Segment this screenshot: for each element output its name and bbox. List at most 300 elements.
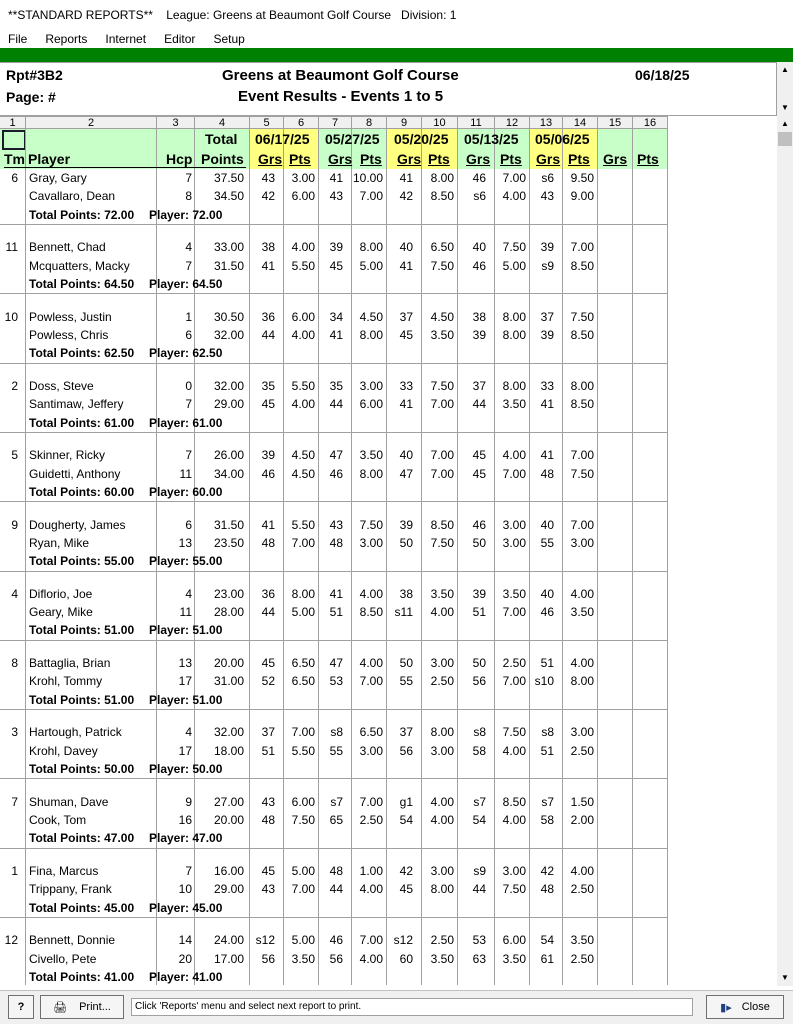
event-points: 3.50 [570,605,594,620]
event-points: 8.50 [430,189,454,204]
player-name[interactable]: Powless, Justin [29,309,112,324]
event-points: 7.50 [502,882,526,897]
event-points: 5.00 [502,258,526,273]
event-points: 5.00 [291,933,315,948]
event-points: 3.00 [570,725,594,740]
event-points: 6.00 [291,794,315,809]
event-points: 8.50 [570,327,594,342]
event-gross: 58 [472,743,486,758]
event-gross: 45 [472,448,486,463]
event-gross: 46 [329,466,343,481]
event-points: 4.50 [291,466,315,481]
player-hcp: 4 [185,586,192,601]
event-points: 4.00 [430,605,454,620]
event-gross: 41 [399,397,413,412]
header-date: 05/13/25 [464,131,519,147]
menu-setup[interactable]: Setup [213,32,245,46]
event-points: 3.00 [430,743,454,758]
event-gross: 46 [472,258,486,273]
event-points: 5.50 [291,517,315,532]
player-total: Player: 61.00 [149,415,223,430]
status-message: Click 'Reports' menu and select next report to print. [131,998,693,1016]
team-total: Total Points: 55.00 [29,554,135,569]
event-points: 6.00 [502,933,526,948]
header-tm: Tm [4,151,25,167]
column-number-1[interactable]: 1 [0,116,26,129]
player-name[interactable]: Geary, Mike [29,605,93,620]
team-number: 11 [5,240,18,255]
event-gross: 37 [399,725,413,740]
team-divider [0,224,668,225]
report-id: Rpt#3B2 [6,67,63,83]
event-points: 8.00 [502,309,526,324]
selected-cell[interactable] [2,130,26,150]
event-points: 2.50 [570,743,594,758]
event-gross: 41 [329,586,343,601]
player-name[interactable]: Shuman, Dave [29,794,109,809]
player-name[interactable]: Krohl, Davey [29,743,98,758]
team-total: Total Points: 51.00 [29,692,135,707]
player-hcp: 20 [178,951,192,966]
grid-vline [318,129,319,985]
player-total: Player: 51.00 [149,692,223,707]
scroll-down-icon[interactable]: ▼ [781,103,789,112]
player-name[interactable]: Battaglia, Brian [29,656,111,671]
event-gross: 33 [399,378,413,393]
header-pts: Pts [360,151,382,167]
header-pts: Pts [289,151,311,167]
column-number-6[interactable]: 6 [284,116,319,129]
player-total: Player: 45.00 [149,900,223,915]
player-name[interactable]: Doss, Steve [29,378,94,393]
scroll-thumb[interactable] [778,132,792,146]
player-points: 27.00 [213,794,244,809]
event-gross: 51 [329,605,343,620]
event-points: 3.00 [430,656,454,671]
column-number-10[interactable]: 10 [422,116,458,129]
event-points: 8.00 [570,674,594,689]
event-gross: 40 [399,240,413,255]
event-gross: 35 [329,378,343,393]
event-points: 7.00 [502,674,526,689]
event-points: 7.00 [430,397,454,412]
player-total: Player: 55.00 [149,554,223,569]
event-points: 3.50 [502,397,526,412]
player-hcp: 7 [185,171,192,185]
event-gross: 48 [261,813,275,827]
event-gross: 43 [329,517,343,532]
event-gross: 51 [540,656,554,671]
player-points: 31.50 [213,517,244,532]
player-total: Player: 64.50 [149,276,223,291]
grid-scrollbar[interactable] [777,116,793,986]
event-gross: 42 [261,189,275,204]
team-divider [0,363,668,364]
player-points: 34.00 [213,466,244,481]
event-gross: 44 [472,397,486,412]
event-points: 5.50 [291,378,315,393]
grid-vline [494,129,495,985]
report-date: 06/18/25 [635,67,690,83]
event-points: 2.50 [430,674,454,689]
header-grs: Grs [258,151,283,167]
team-total: Total Points: 61.00 [29,415,135,430]
page-label: Page: # [6,89,56,105]
event-gross: 33 [540,378,554,393]
player-points: 29.00 [213,882,244,897]
event-gross: s8 [330,725,343,740]
menu-editor[interactable]: Editor [164,32,196,46]
player-name[interactable]: Gray, Gary [29,171,87,185]
print-button[interactable] [40,995,124,1019]
player-name[interactable]: Bennett, Donnie [29,933,116,948]
player-name[interactable]: Santimaw, Jeffery [29,397,124,412]
player-points: 26.00 [213,448,244,463]
event-points: 2.50 [570,882,594,897]
event-gross: 39 [540,327,554,342]
event-points: 8.50 [570,258,594,273]
event-points: 8.00 [359,240,383,255]
player-name[interactable]: Bennett, Chad [29,240,106,255]
event-points: 8.00 [430,882,454,897]
team-divider [0,848,668,849]
header-player: Player [28,151,71,167]
event-gross: 40 [399,448,413,463]
event-points: 7.00 [359,933,383,948]
player-name[interactable]: Krohl, Tommy [29,674,103,689]
close-button[interactable] [706,995,784,1019]
event-points: 7.00 [359,794,383,809]
event-gross: 55 [540,535,554,550]
report-header [0,62,777,116]
event-points: 10.00 [352,171,383,185]
help-button[interactable]: ? [8,995,34,1019]
results-grid[interactable] [0,129,777,985]
event-points: 3.50 [430,327,454,342]
event-gross: 51 [261,743,275,758]
event-gross: s12 [393,933,413,948]
event-points: 6.00 [291,189,315,204]
event-points: 7.00 [291,535,315,550]
event-gross: 44 [261,327,275,342]
event-gross: 45 [261,397,275,412]
team-number: 5 [11,448,18,463]
event-gross: 40 [540,517,554,532]
event-gross: 47 [399,466,413,481]
event-gross: s7 [541,794,554,809]
event-gross: 41 [261,517,275,532]
team-number: 9 [11,517,18,532]
player-points: 23.00 [213,586,244,601]
green-bar [0,48,793,62]
header-date: 06/17/25 [255,131,310,147]
event-points: 3.00 [502,864,526,878]
player-hcp: 14 [178,933,192,948]
player-hcp: 13 [178,535,192,550]
team-number: 4 [11,586,18,601]
event-gross: 46 [472,517,486,532]
column-number-11[interactable]: 11 [458,116,495,129]
event-points: 8.50 [359,605,383,620]
event-points: 3.50 [502,586,526,601]
column-number-13[interactable]: 13 [530,116,563,129]
event-points: 4.50 [291,448,315,463]
player-hcp: 11 [179,466,192,481]
event-points: 7.50 [430,378,454,393]
event-gross: 45 [399,882,413,897]
event-points: 8.50 [430,517,454,532]
player-total: Player: 62.50 [149,346,223,361]
event-gross: 41 [540,397,554,412]
event-gross: 55 [399,674,413,689]
event-points: 2.50 [359,813,383,827]
player-points: 31.00 [213,674,244,689]
event-gross: 37 [472,378,486,393]
event-points: 5.00 [291,605,315,620]
grid-vline [597,129,598,985]
event-points: 7.00 [502,466,526,481]
event-gross: 41 [329,327,343,342]
event-points: 3.50 [502,951,526,966]
menu-reports[interactable]: Reports [45,32,88,46]
event-gross: 56 [399,743,413,758]
event-points: 3.50 [430,586,454,601]
event-gross: 52 [261,674,275,689]
header-pts: Pts [500,151,522,167]
event-points: 3.00 [430,864,454,878]
column-number-3[interactable]: 3 [157,116,195,129]
team-total: Total Points: 50.00 [29,762,135,776]
event-points: 7.50 [359,517,383,532]
header-date: 05/27/25 [325,131,380,147]
player-points: 32.00 [213,327,244,342]
event-gross: 56 [472,674,486,689]
event-points: 7.00 [291,725,315,740]
scroll-up-icon[interactable]: ▲ [781,65,789,74]
event-gross: s9 [473,864,486,878]
event-gross: s7 [330,794,343,809]
player-name[interactable]: Fina, Marcus [29,864,99,878]
team-total: Total Points: 51.00 [29,623,135,638]
column-number-4[interactable]: 4 [195,116,250,129]
event-gross: 44 [329,882,343,897]
event-gross: 43 [540,189,554,204]
header-pts: Pts [568,151,590,167]
event-points: 4.00 [291,327,315,342]
player-hcp: 17 [178,674,192,689]
player-name[interactable]: Powless, Chris [29,327,109,342]
team-number: 7 [11,794,18,809]
column-number-15[interactable]: 15 [598,116,633,129]
event-points: 2.50 [502,656,526,671]
event-gross: 41 [540,448,554,463]
player-hcp: 4 [185,725,192,740]
player-points: 18.00 [213,743,244,758]
player-name[interactable]: Guidetti, Anthony [29,466,121,481]
player-total: Player: 51.00 [149,623,223,638]
event-gross: 37 [399,309,413,324]
event-gross: 45 [329,258,343,273]
grid-vline [632,129,633,985]
player-hcp: 11 [179,605,192,620]
event-gross: 39 [261,448,275,463]
player-total: Player: 60.00 [149,484,223,499]
event-gross: 40 [540,586,554,601]
event-gross: 47 [329,656,343,671]
player-points: 24.00 [213,933,244,948]
event-gross: 50 [399,535,413,550]
event-gross: 48 [540,882,554,897]
event-gross: s7 [473,794,486,809]
event-points: 9.00 [570,189,594,204]
status-bar [0,990,793,1024]
event-points: 7.50 [430,258,454,273]
column-number-9[interactable]: 9 [387,116,422,129]
event-gross: 39 [399,517,413,532]
header-points: Points [201,151,244,167]
event-gross: 50 [472,656,486,671]
team-divider [0,293,668,294]
event-points: 4.00 [291,240,315,255]
event-points: 4.00 [502,743,526,758]
event-points: 4.50 [430,309,454,324]
event-points: 6.00 [359,397,383,412]
event-points: 4.00 [359,882,383,897]
player-hcp: 7 [185,397,192,412]
event-gross: 39 [472,327,486,342]
event-points: 3.00 [359,743,383,758]
event-gross: s8 [473,725,486,740]
scroll-up-icon[interactable]: ▲ [781,119,789,128]
header-pts: Pts [428,151,450,167]
event-points: 4.00 [359,656,383,671]
event-gross: 46 [261,466,275,481]
team-divider [0,640,668,641]
player-points: 17.00 [213,951,244,966]
team-number: 10 [4,309,18,324]
event-gross: 50 [399,656,413,671]
event-points: 6.50 [291,656,315,671]
player-name[interactable]: Trippany, Frank [29,882,112,897]
event-gross: 51 [472,605,486,620]
player-points: 32.00 [213,378,244,393]
team-total: Total Points: 45.00 [29,900,135,915]
event-points: 3.00 [359,378,383,393]
player-points: 29.00 [213,397,244,412]
team-divider [0,917,668,918]
event-gross: 41 [261,258,275,273]
player-hcp: 6 [185,517,192,532]
event-points: 4.00 [570,656,594,671]
player-hcp: 17 [178,743,192,758]
team-total: Total Points: 41.00 [29,969,135,984]
event-points: 7.50 [570,466,594,481]
event-gross: 36 [261,586,275,601]
event-points: 8.00 [502,327,526,342]
event-gross: 37 [261,725,275,740]
event-gross: 43 [261,794,275,809]
player-name[interactable]: Mcquatters, Macky [29,258,130,273]
event-points: 7.00 [291,882,315,897]
column-number-5[interactable]: 5 [250,116,284,129]
event-gross: 34 [329,309,343,324]
player-name[interactable]: Civello, Pete [29,951,97,966]
event-gross: 46 [329,933,343,948]
player-name[interactable]: Dougherty, James [29,517,126,532]
player-name[interactable]: Skinner, Ricky [29,448,106,463]
grid-vline [562,129,563,985]
event-points: 4.00 [502,189,526,204]
column-number-header [0,116,668,129]
column-number-16[interactable]: 16 [633,116,668,129]
player-total: Player: 72.00 [149,207,223,222]
team-number: 3 [11,725,18,740]
event-gross: s8 [541,725,554,740]
column-number-7[interactable]: 7 [319,116,352,129]
event-points: 7.50 [570,309,594,324]
event-points: 5.50 [291,743,315,758]
event-gross: 35 [261,378,275,393]
event-points: 4.00 [570,586,594,601]
column-number-14[interactable]: 14 [563,116,598,129]
team-divider [0,778,668,779]
event-points: 5.50 [291,258,315,273]
menu-file[interactable]: File [8,32,28,46]
event-points: 1.50 [570,794,594,809]
scroll-down-icon[interactable]: ▼ [781,973,789,982]
grid-vline [457,129,458,985]
event-gross: 45 [261,864,275,878]
event-points: 6.50 [291,674,315,689]
event-gross: 63 [472,951,486,966]
team-divider [0,432,668,433]
grid-vline [351,129,352,985]
event-points: 2.50 [430,933,454,948]
player-name[interactable]: Cavallaro, Dean [29,189,116,204]
player-name[interactable]: Ryan, Mike [29,535,90,550]
event-gross: 39 [540,240,554,255]
header-grs: Grs [536,151,561,167]
header-grs: Grs [466,151,491,167]
event-points: 6.00 [291,309,315,324]
menu-bar [0,30,793,48]
column-number-12[interactable]: 12 [495,116,530,129]
player-name[interactable]: Cook, Tom [29,813,87,827]
event-points: 3.00 [291,171,315,185]
team-total: Total Points: 72.00 [29,207,135,222]
event-gross: 44 [472,882,486,897]
event-gross: 48 [261,535,275,550]
event-gross: 48 [329,535,343,550]
player-hcp: 16 [178,813,192,827]
column-number-2[interactable]: 2 [26,116,157,129]
column-number-8[interactable]: 8 [352,116,387,129]
team-number: 1 [11,864,18,878]
event-gross: 46 [540,605,554,620]
event-gross: 41 [329,171,343,185]
grid-vline [25,129,26,985]
event-points: 4.00 [359,951,383,966]
player-name[interactable]: Diflorio, Joe [29,586,93,601]
header-scrollbar[interactable] [777,62,793,116]
player-name[interactable]: Hartough, Patrick [29,725,122,740]
event-points: 7.50 [430,535,454,550]
menu-internet[interactable]: Internet [105,32,147,46]
player-total: Player: 41.00 [149,969,223,984]
event-points: 3.00 [359,535,383,550]
team-total: Total Points: 60.00 [29,484,135,499]
event-gross: 47 [329,448,343,463]
